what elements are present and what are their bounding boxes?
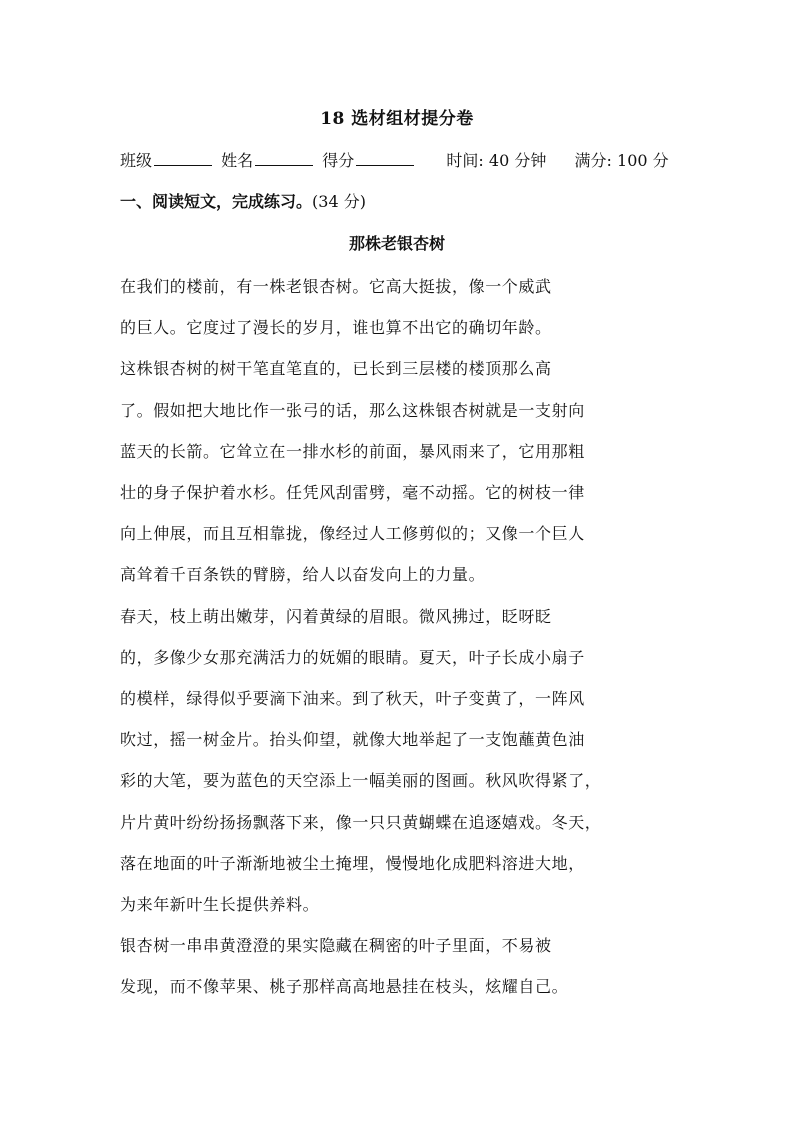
story-line: 银杏树一串串黄澄澄的果实隐藏在稠密的叶子里面，不易被: [120, 936, 552, 956]
story-line: 在我们的楼前，有一株老银杏树。它高大挺拔，像一个威武: [120, 277, 552, 296]
name-label: 姓名: [221, 151, 254, 170]
story-line: 为来年新叶生长提供养料。: [120, 895, 320, 914]
story-line: 高耸着千百条铁的臂膀，给人以奋发向上的力量。: [120, 565, 486, 585]
story-line: 的，多像少女那充满活力的妩媚的眼睛。夏天，叶子长成小扇子: [120, 647, 585, 667]
score-blank: [356, 151, 414, 166]
story-line: 的模样，绿得似乎要滴下油来。到了秋天，叶子变黄了，一阵风: [120, 689, 585, 708]
score-label: 得分: [322, 151, 355, 170]
time-label: 时间: 40 分钟: [446, 151, 547, 170]
story-line: 了。假如把大地比作一张弓的话，那么这株银杏树就是一支射向: [120, 400, 585, 420]
story-line: 向上伸展，而且互相靠拢，像经过人工修剪似的；又像一个巨人: [120, 524, 585, 544]
section-instruction: 一、阅读短文，完成练习。: [120, 192, 313, 211]
section-points: (34 分): [312, 192, 366, 211]
story-line: 的巨人。它度过了漫长的岁月，谁也算不出它的确切年龄。: [120, 318, 552, 338]
story-line: 吹过，摇一树金片。抬头仰望，就像大地举起了一支饱蘸黄色油: [120, 730, 585, 750]
story-title: 那株老银杏树: [348, 234, 445, 253]
story-line: 蓝天的长箭。它耸立在一排水杉的前面，暴风雨来了，它用那粗: [120, 441, 585, 461]
story-line: 落在地面的叶子渐渐地被尘土掩埋，慢慢地化成肥料溶进大地，: [120, 853, 585, 873]
name-blank: [255, 151, 313, 166]
story-line: 春天，枝上萌出嫩芽，闪着黄绿的眉眼。微风拂过，眨呀眨: [120, 606, 552, 626]
section-heading: [120, 189, 366, 212]
story-line: 彩的大笔，要为蓝色的天空添上一幅美丽的图画。秋风吹得紧了，: [120, 771, 602, 791]
story-line: 壮的身子保护着水杉。任凭风刮雷劈，毫不动摇。它的树枝一律: [120, 483, 585, 502]
student-info-row: [120, 148, 669, 171]
story-line: 这株银杏树的树干笔直笔直的，已长到三层楼的楼顶那么高: [120, 359, 552, 379]
class-blank: [154, 151, 212, 166]
exam-title: 18 选材组材提分卷: [320, 109, 474, 129]
story-line: 片片黄叶纷纷扬扬飘落下来，像一只只黄蝴蝶在追逐嬉戏。冬天，: [120, 812, 602, 832]
story-line: 发现，而不像苹果、桃子那样高高地悬挂在枝头，炫耀自己。: [120, 977, 569, 997]
class-label: 班级: [120, 151, 153, 170]
full-score-label: 满分: 100 分: [574, 151, 669, 170]
